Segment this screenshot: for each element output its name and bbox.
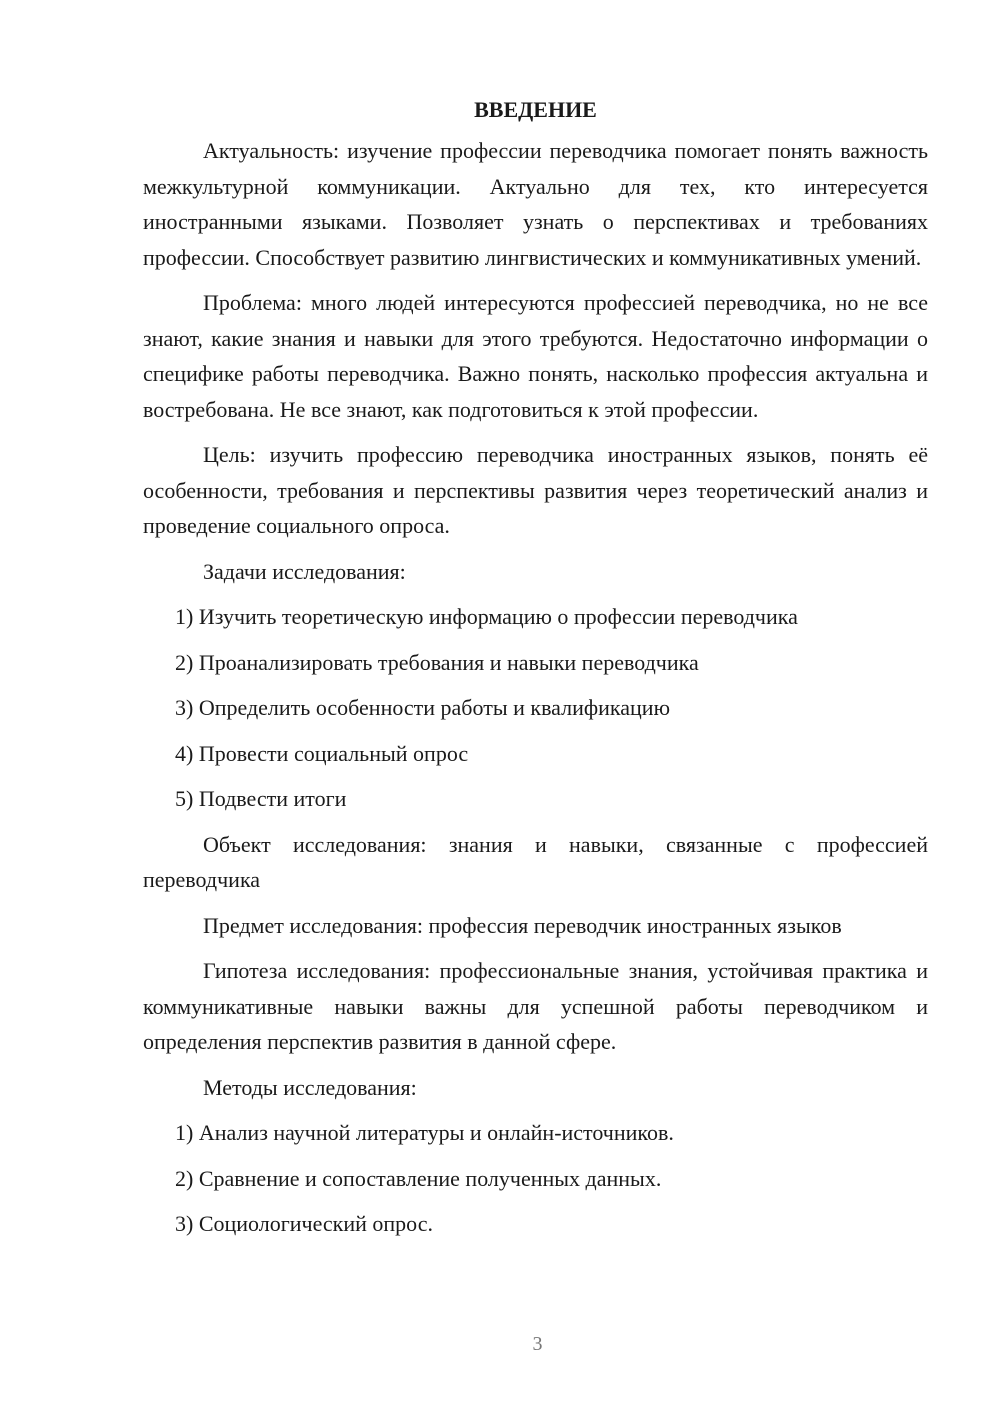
- task-item: 1) Изучить теоретическую информацию о профессии переводчика: [175, 604, 798, 629]
- method-item: 3) Социологический опрос.: [175, 1211, 433, 1236]
- method-item: 2) Сравнение и сопоставление полученных данных.: [175, 1165, 662, 1191]
- methods-heading: Методы исследования:: [203, 1074, 417, 1100]
- subject-paragraph: Предмет исследования: профессия переводчик иностранных языков: [203, 912, 842, 938]
- page-number: 3: [532, 1333, 543, 1355]
- object-paragraph: Объект исследования: знания и навыки, связанные с профессией переводчика: [143, 831, 928, 892]
- methods-list: [143, 1115, 928, 1242]
- task-item: 5) Подвести итоги: [175, 786, 347, 811]
- goal-paragraph: Цель: изучить профессию переводчика иностранных языков, понять её особенности, требования и перспективы развития через теоретический анализ и проведение социального опроса.: [143, 442, 928, 538]
- relevance-paragraph: Актуальность: изучение профессии переводчика помогает понять важность межкультурной коммуникации. Актуально для тех, кто интересуется иностранными языками. Позволяет узнать о перспективах и требованиях профессии. Способствует развитию лингвистических и коммуникативных умений.: [143, 138, 928, 270]
- tasks-heading: Задачи исследования:: [203, 558, 406, 584]
- task-item: 4) Провести социальный опрос: [175, 740, 469, 766]
- hypothesis-paragraph: Гипотеза исследования: профессиональные знания, устойчивая практика и коммуникативные навыки важны для успешной работы переводчиком и определения перспектив развития в данной сфере.: [143, 958, 928, 1054]
- document-body: [143, 90, 928, 1252]
- problem-paragraph: Проблема: много людей интересуются профессией переводчика, но не все знают, какие знания и навыки для этого требуются. Недостаточно информации о специфике работы переводчика. Важно понять, насколько профессия актуальна и востребована. Не все знают, как подготовиться к этой профессии.: [143, 290, 928, 422]
- task-item: 2) Проанализировать требования и навыки переводчика: [175, 649, 699, 675]
- task-item: 3) Определить особенности работы и квалификацию: [175, 695, 671, 720]
- document-title: ВВЕДЕНИЕ: [474, 97, 597, 122]
- tasks-list: [143, 599, 928, 817]
- method-item: 1) Анализ научной литературы и онлайн-источников.: [175, 1120, 674, 1145]
